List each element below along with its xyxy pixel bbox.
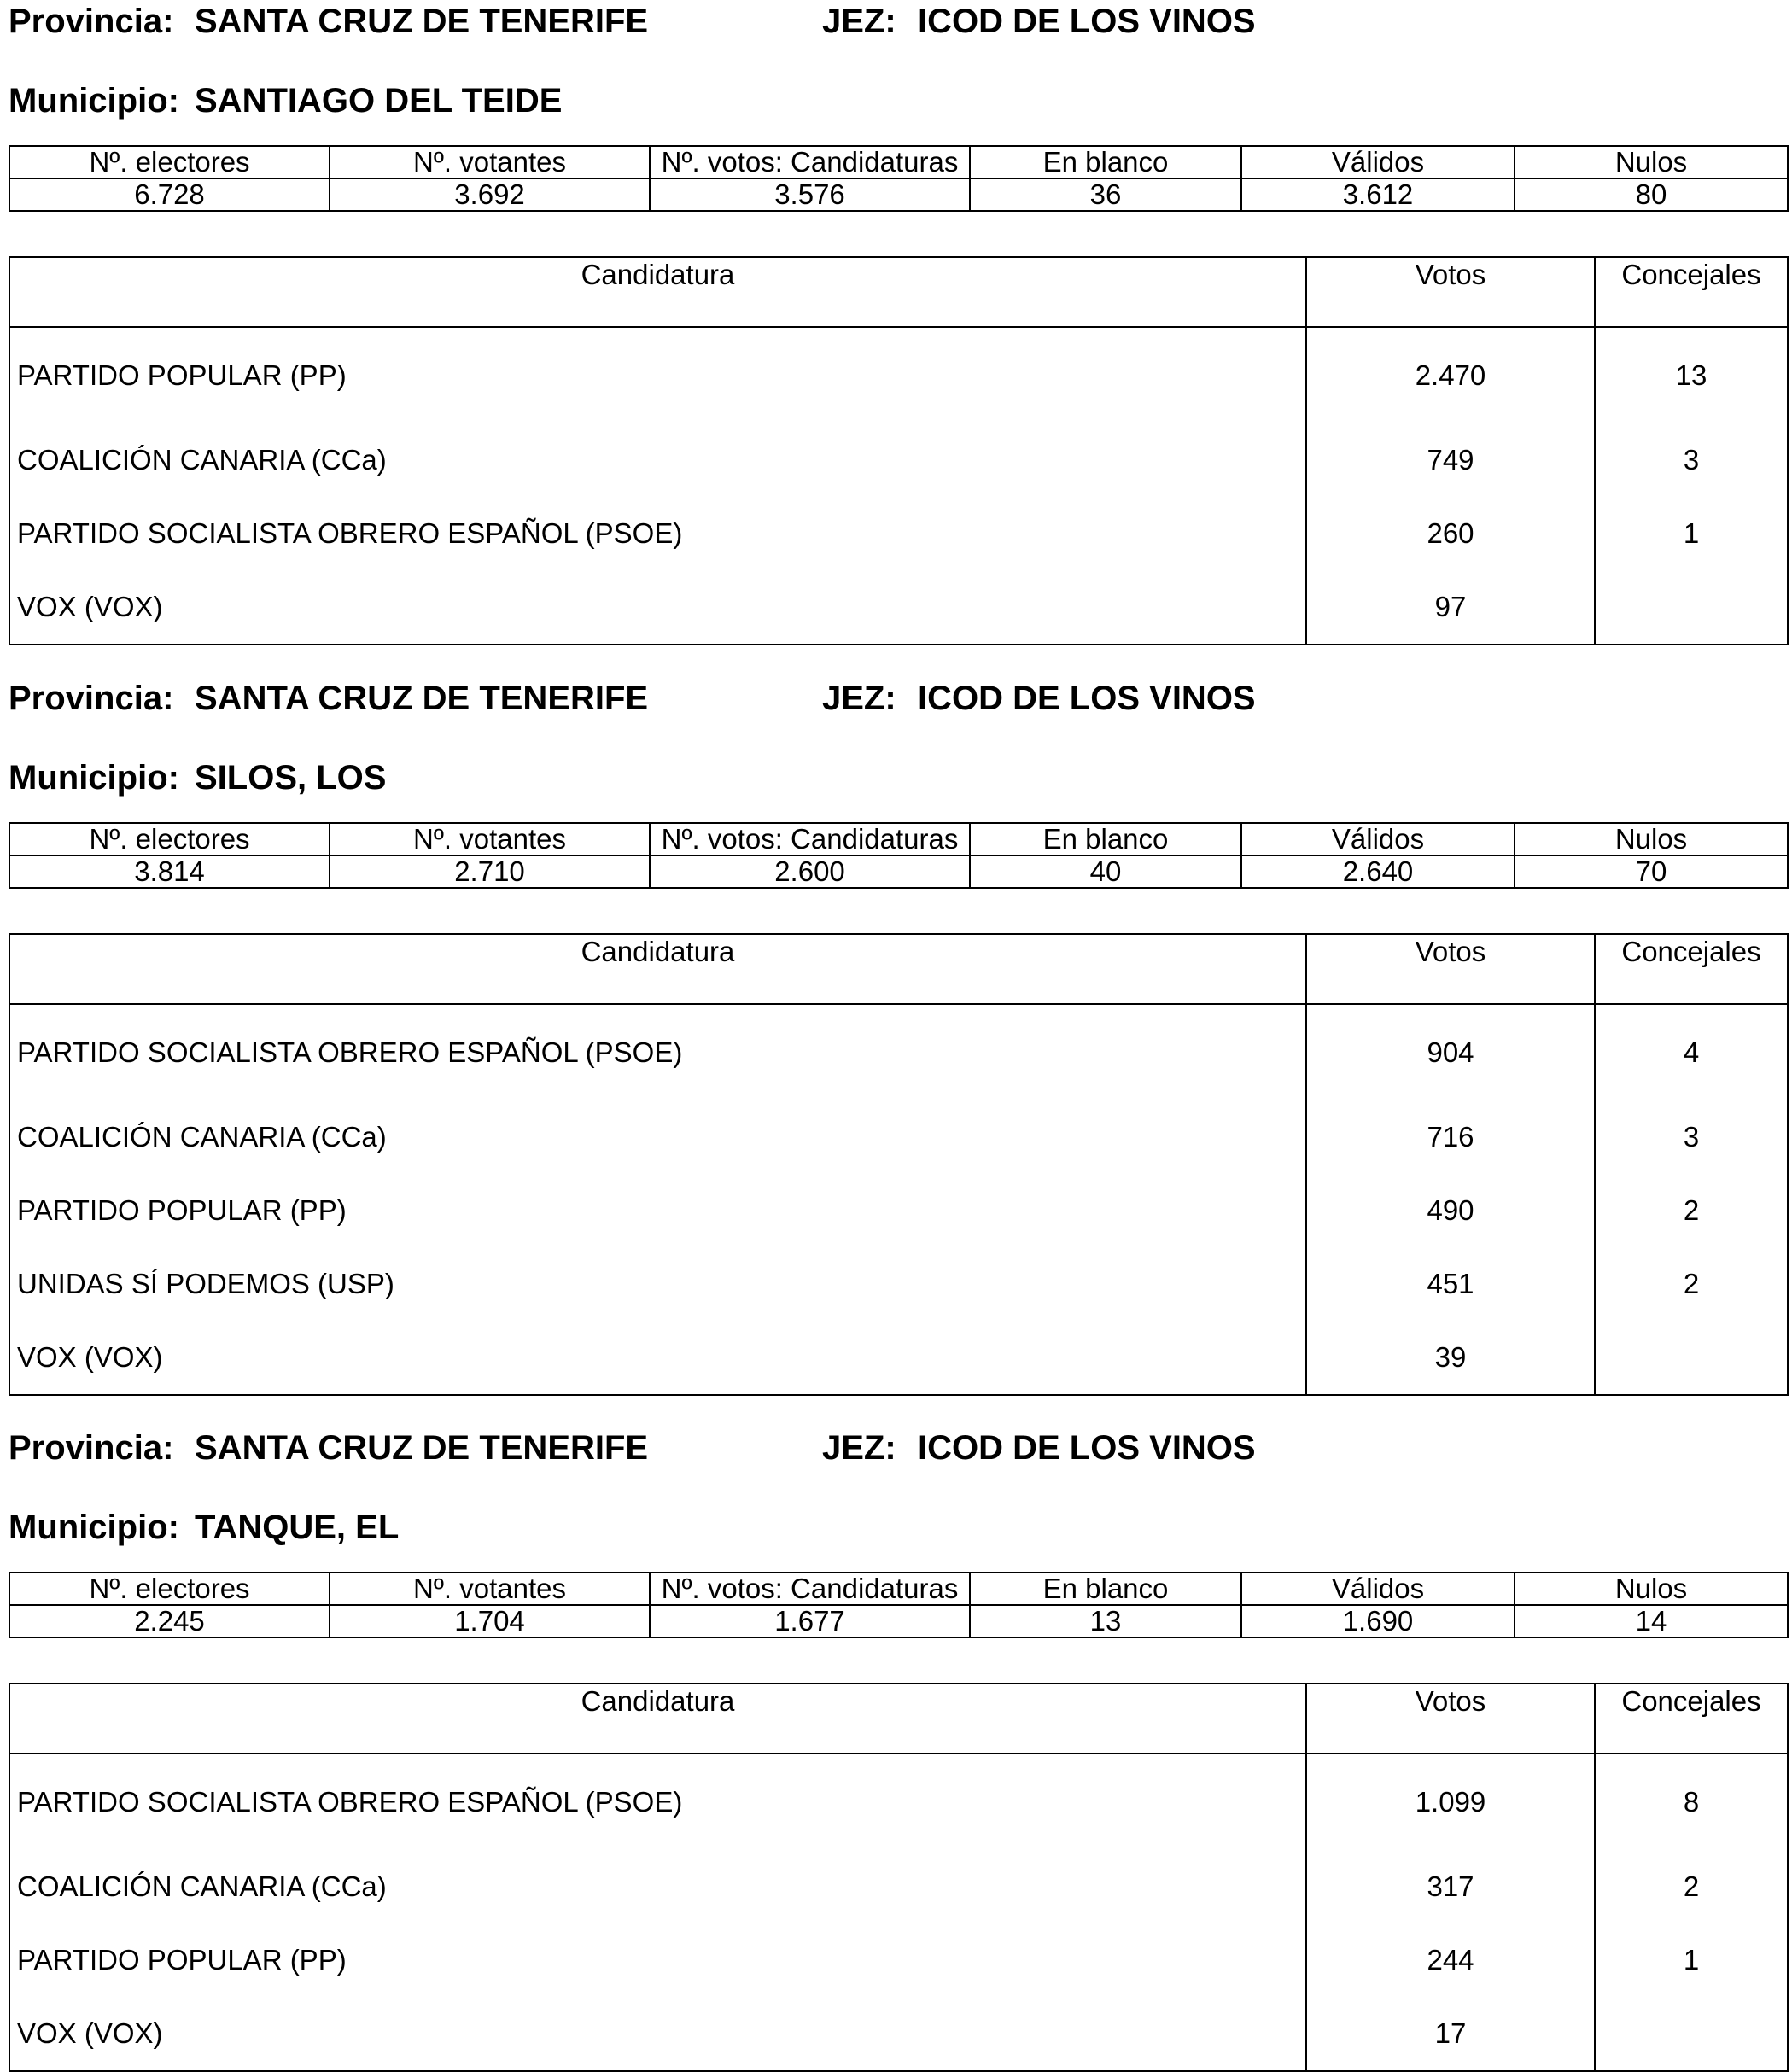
candidate-row — [9, 1850, 1788, 1923]
summary-value: 1.704 — [330, 1605, 650, 1637]
candidate-votes: 1.099 — [1306, 1754, 1595, 1850]
candidate-seats: 8 — [1595, 1754, 1788, 1850]
summary-header: Válidos — [1241, 823, 1515, 855]
candidate-seats: 2 — [1595, 1174, 1788, 1247]
jez-value: ICOD DE LOS VINOS — [918, 680, 1256, 717]
candidate-votes: 17 — [1306, 1997, 1595, 2071]
summary-value: 2.640 — [1241, 855, 1515, 888]
candidate-seats: 1 — [1595, 497, 1788, 570]
summary-value: 6.728 — [9, 178, 330, 211]
summary-value: 1.690 — [1241, 1605, 1515, 1637]
candidates-header-row — [9, 1684, 1788, 1754]
candidate-row — [9, 1247, 1788, 1321]
summary-value-row — [9, 1605, 1788, 1637]
jez-value: ICOD DE LOS VINOS — [918, 3, 1256, 40]
concejales-header: Concejales — [1595, 1684, 1788, 1754]
summary-value: 3.612 — [1241, 178, 1515, 211]
province-label: Provincia: — [9, 680, 174, 717]
municipality-line — [9, 756, 1787, 799]
candidate-votes: 716 — [1306, 1100, 1595, 1174]
summary-value: 80 — [1515, 178, 1788, 211]
candidate-name: VOX (VOX) — [17, 591, 163, 622]
municipality-label: Municipio: — [9, 82, 179, 120]
candidate-row — [9, 1321, 1788, 1395]
candidate-name: PARTIDO POPULAR (PP) — [17, 1944, 347, 1976]
concejales-header: Concejales — [1595, 934, 1788, 1004]
votos-header: Votos — [1306, 934, 1595, 1004]
candidate-votes: 97 — [1306, 570, 1595, 645]
candidate-votes: 39 — [1306, 1321, 1595, 1395]
candidate-seats: 2 — [1595, 1850, 1788, 1923]
municipality-label: Municipio: — [9, 759, 179, 797]
summary-header-row — [9, 1573, 1788, 1605]
candidate-votes: 260 — [1306, 497, 1595, 570]
municipality-value: SILOS, LOS — [195, 759, 387, 797]
candidate-seats: 1 — [1595, 1923, 1788, 1997]
summary-value: 3.814 — [9, 855, 330, 888]
municipality-section — [9, 1427, 1787, 2049]
candidate-name: PARTIDO SOCIALISTA OBRERO ESPAÑOL (PSOE) — [17, 517, 683, 549]
jez-label: JEZ: — [822, 1429, 896, 1467]
summary-header: Nº. votantes — [330, 823, 650, 855]
summary-header: Nº. electores — [9, 146, 330, 178]
summary-header: En blanco — [970, 1573, 1241, 1605]
candidates-table — [9, 933, 1789, 1396]
summary-value: 2.710 — [330, 855, 650, 888]
summary-value: 2.600 — [650, 855, 970, 888]
candidate-name: VOX (VOX) — [17, 1341, 163, 1373]
candidate-row — [9, 1923, 1788, 1997]
candidate-votes: 749 — [1306, 423, 1595, 497]
candidate-votes: 451 — [1306, 1247, 1595, 1321]
candidates-table — [9, 1683, 1789, 2072]
province-value: SANTA CRUZ DE TENERIFE — [195, 1429, 649, 1467]
candidate-name: PARTIDO SOCIALISTA OBRERO ESPAÑOL (PSOE) — [17, 1786, 683, 1818]
candidate-row — [9, 423, 1788, 497]
summary-value: 13 — [970, 1605, 1241, 1637]
summary-header: Válidos — [1241, 1573, 1515, 1605]
candidatura-header: Candidatura — [9, 934, 1306, 1004]
candidate-row — [9, 1004, 1788, 1100]
candidate-name: COALICIÓN CANARIA (CCa) — [17, 1871, 387, 1902]
candidate-name: PARTIDO POPULAR (PP) — [17, 359, 347, 391]
summary-header: Nº. votos: Candidaturas — [650, 146, 970, 178]
summary-header: Nulos — [1515, 146, 1788, 178]
candidate-seats: 2 — [1595, 1247, 1788, 1321]
candidate-row — [9, 570, 1788, 645]
summary-header: En blanco — [970, 146, 1241, 178]
summary-value: 14 — [1515, 1605, 1788, 1637]
summary-header-row — [9, 823, 1788, 855]
summary-value: 3.692 — [330, 178, 650, 211]
candidate-name: COALICIÓN CANARIA (CCa) — [17, 444, 387, 476]
candidate-seats: 3 — [1595, 1100, 1788, 1174]
summary-header: Nulos — [1515, 1573, 1788, 1605]
summary-value: 70 — [1515, 855, 1788, 888]
candidate-name: PARTIDO SOCIALISTA OBRERO ESPAÑOL (PSOE) — [17, 1036, 683, 1068]
summary-table — [9, 1572, 1789, 1638]
municipality-value: TANQUE, EL — [195, 1509, 400, 1546]
summary-value-row — [9, 855, 1788, 888]
municipality-value: SANTIAGO DEL TEIDE — [195, 82, 563, 120]
candidate-row — [9, 497, 1788, 570]
summary-header: Nº. electores — [9, 1573, 330, 1605]
summary-header: Válidos — [1241, 146, 1515, 178]
summary-header: Nº. votos: Candidaturas — [650, 823, 970, 855]
candidate-row — [9, 1997, 1788, 2071]
candidate-votes: 490 — [1306, 1174, 1595, 1247]
candidatura-header: Candidatura — [9, 257, 1306, 327]
candidatura-header: Candidatura — [9, 1684, 1306, 1754]
jez-value: ICOD DE LOS VINOS — [918, 1429, 1256, 1467]
summary-value: 1.677 — [650, 1605, 970, 1637]
summary-header: Nulos — [1515, 823, 1788, 855]
summary-table — [9, 822, 1789, 889]
summary-value: 36 — [970, 178, 1241, 211]
candidate-name: VOX (VOX) — [17, 2017, 163, 2049]
municipality-label: Municipio: — [9, 1509, 179, 1546]
municipality-line — [9, 79, 1787, 122]
votos-header: Votos — [1306, 257, 1595, 327]
summary-header: Nº. votantes — [330, 1573, 650, 1605]
candidate-votes: 244 — [1306, 1923, 1595, 1997]
province-label: Provincia: — [9, 3, 174, 40]
candidate-name: UNIDAS SÍ PODEMOS (USP) — [17, 1268, 394, 1299]
municipality-section — [9, 0, 1787, 622]
summary-value-row — [9, 178, 1788, 211]
candidate-row — [9, 1754, 1788, 1850]
province-value: SANTA CRUZ DE TENERIFE — [195, 3, 649, 40]
candidate-votes: 2.470 — [1306, 327, 1595, 423]
summary-header: Nº. electores — [9, 823, 330, 855]
municipality-section — [9, 677, 1787, 1373]
summary-value: 3.576 — [650, 178, 970, 211]
candidate-row — [9, 1100, 1788, 1174]
candidate-row — [9, 1174, 1788, 1247]
summary-header-row — [9, 146, 1788, 178]
candidate-seats: 3 — [1595, 423, 1788, 497]
candidate-seats: 13 — [1595, 327, 1788, 423]
province-value: SANTA CRUZ DE TENERIFE — [195, 680, 649, 717]
candidate-seats — [1595, 1321, 1788, 1395]
candidate-votes: 904 — [1306, 1004, 1595, 1100]
province-line — [9, 677, 1787, 720]
candidates-header-row — [9, 257, 1788, 327]
candidate-seats — [1595, 570, 1788, 645]
jez-label: JEZ: — [822, 680, 896, 717]
candidates-table — [9, 256, 1789, 645]
candidate-row — [9, 327, 1788, 423]
jez-label: JEZ: — [822, 3, 896, 40]
candidate-name: PARTIDO POPULAR (PP) — [17, 1194, 347, 1226]
concejales-header: Concejales — [1595, 257, 1788, 327]
summary-header: Nº. votantes — [330, 146, 650, 178]
province-line — [9, 0, 1787, 43]
province-line — [9, 1427, 1787, 1469]
summary-value: 40 — [970, 855, 1241, 888]
province-label: Provincia: — [9, 1429, 174, 1467]
candidate-seats — [1595, 1997, 1788, 2071]
summary-table — [9, 145, 1789, 212]
candidate-name: COALICIÓN CANARIA (CCa) — [17, 1121, 387, 1153]
votos-header: Votos — [1306, 1684, 1595, 1754]
municipality-line — [9, 1506, 1787, 1549]
candidate-votes: 317 — [1306, 1850, 1595, 1923]
summary-header: Nº. votos: Candidaturas — [650, 1573, 970, 1605]
summary-value: 2.245 — [9, 1605, 330, 1637]
summary-header: En blanco — [970, 823, 1241, 855]
candidates-header-row — [9, 934, 1788, 1004]
candidate-seats: 4 — [1595, 1004, 1788, 1100]
